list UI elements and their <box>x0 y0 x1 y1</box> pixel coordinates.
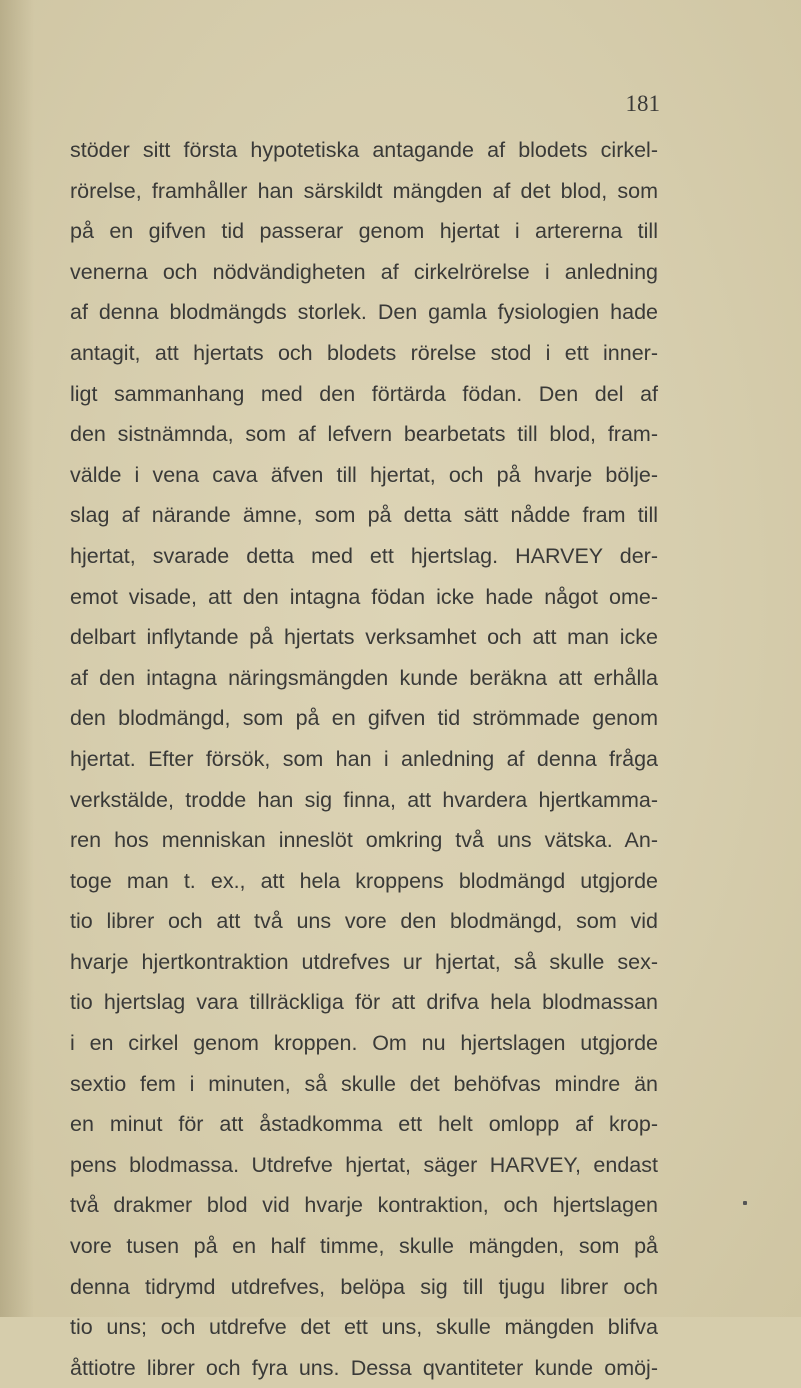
page-edge-shadow <box>0 0 34 1317</box>
text-line: toge man t. ex., att hela kroppens blodmängd utgjorde <box>70 868 658 893</box>
text-line: antagit, att hjertats och blodets rörelse stod i ett inner- <box>70 340 658 365</box>
text-line: delbart inflytande på hjertats verksamhet och att man icke <box>70 625 658 650</box>
text-line: tio hjertslag vara tillräckliga för att drifva hela blodmassan <box>70 990 658 1015</box>
text-line: hjertat, svarade detta med ett hjertslag. HARVEY der- <box>70 543 658 568</box>
text-line: rörelse, framhåller han särskildt mängden af det blod, som <box>70 178 658 203</box>
text-line: tio uns; och utdrefve det ett uns, skulle mängden blifva <box>70 1315 658 1340</box>
text-line: vore tusen på en half timme, skulle mängden, som på <box>70 1234 658 1259</box>
text-line: stöder sitt första hypotetiska antagande af blodets cirkel- <box>70 138 658 162</box>
text-line: hvarje hjertkontraktion utdrefves ur hjertat, så skulle sex- <box>70 949 658 974</box>
text-line: en minut för att åstadkomma ett helt omlopp af krop- <box>70 1112 658 1137</box>
text-line: tio librer och att två uns vore den blodmängd, som vid <box>70 909 658 934</box>
text-line: af denna blodmängds storlek. Den gamla fysiologien hade <box>70 300 658 325</box>
text-line: två drakmer blod vid hvarje kontraktion, och hjertslagen <box>70 1193 658 1218</box>
text-line: ren hos menniskan inneslöt omkring två uns vätska. An- <box>70 828 658 853</box>
text-line: ligt sammanhang med den förtärda födan. Den del af <box>70 381 658 406</box>
text-line: i en cirkel genom kroppen. Om nu hjertslagen utgjorde <box>70 1031 658 1056</box>
body-text <box>70 130 658 1388</box>
text-line: den sistnämnda, som af lefvern bearbetats till blod, fram- <box>70 422 658 447</box>
text-line: sextio fem i minuten, så skulle det behöfvas mindre än <box>70 1071 658 1096</box>
text-line: af den intagna näringsmängden kunde beräkna att erhålla <box>70 665 658 690</box>
text-line: åttiotre librer och fyra uns. Dessa qvantiteter kunde omöj- <box>70 1355 658 1380</box>
print-speck <box>743 1201 747 1205</box>
page-number: 181 <box>625 91 660 116</box>
text-line: denna tidrymd utdrefves, belöpa sig till tjugu librer och <box>70 1274 658 1299</box>
text-line: emot visade, att den intagna födan icke hade något ome- <box>70 584 658 609</box>
text-line: venerna och nödvändigheten af cirkelrörelse i anledning <box>70 259 658 284</box>
text-line: på en gifven tid passerar genom hjertat i artererna till <box>70 219 658 244</box>
text-line: pens blodmassa. Utdrefve hjertat, säger HARVEY, endast <box>70 1152 658 1177</box>
text-line: välde i vena cava äfven till hjertat, och på hvarje bölje- <box>70 462 658 487</box>
text-line: slag af närande ämne, som på detta sätt nådde fram till <box>70 503 658 528</box>
text-line: hjertat. Efter försök, som han i anledning af denna fråga <box>70 746 658 771</box>
text-line: den blodmängd, som på en gifven tid strömmade genom <box>70 706 658 731</box>
text-line: verkstälde, trodde han sig finna, att hvardera hjertkamma- <box>70 787 658 812</box>
